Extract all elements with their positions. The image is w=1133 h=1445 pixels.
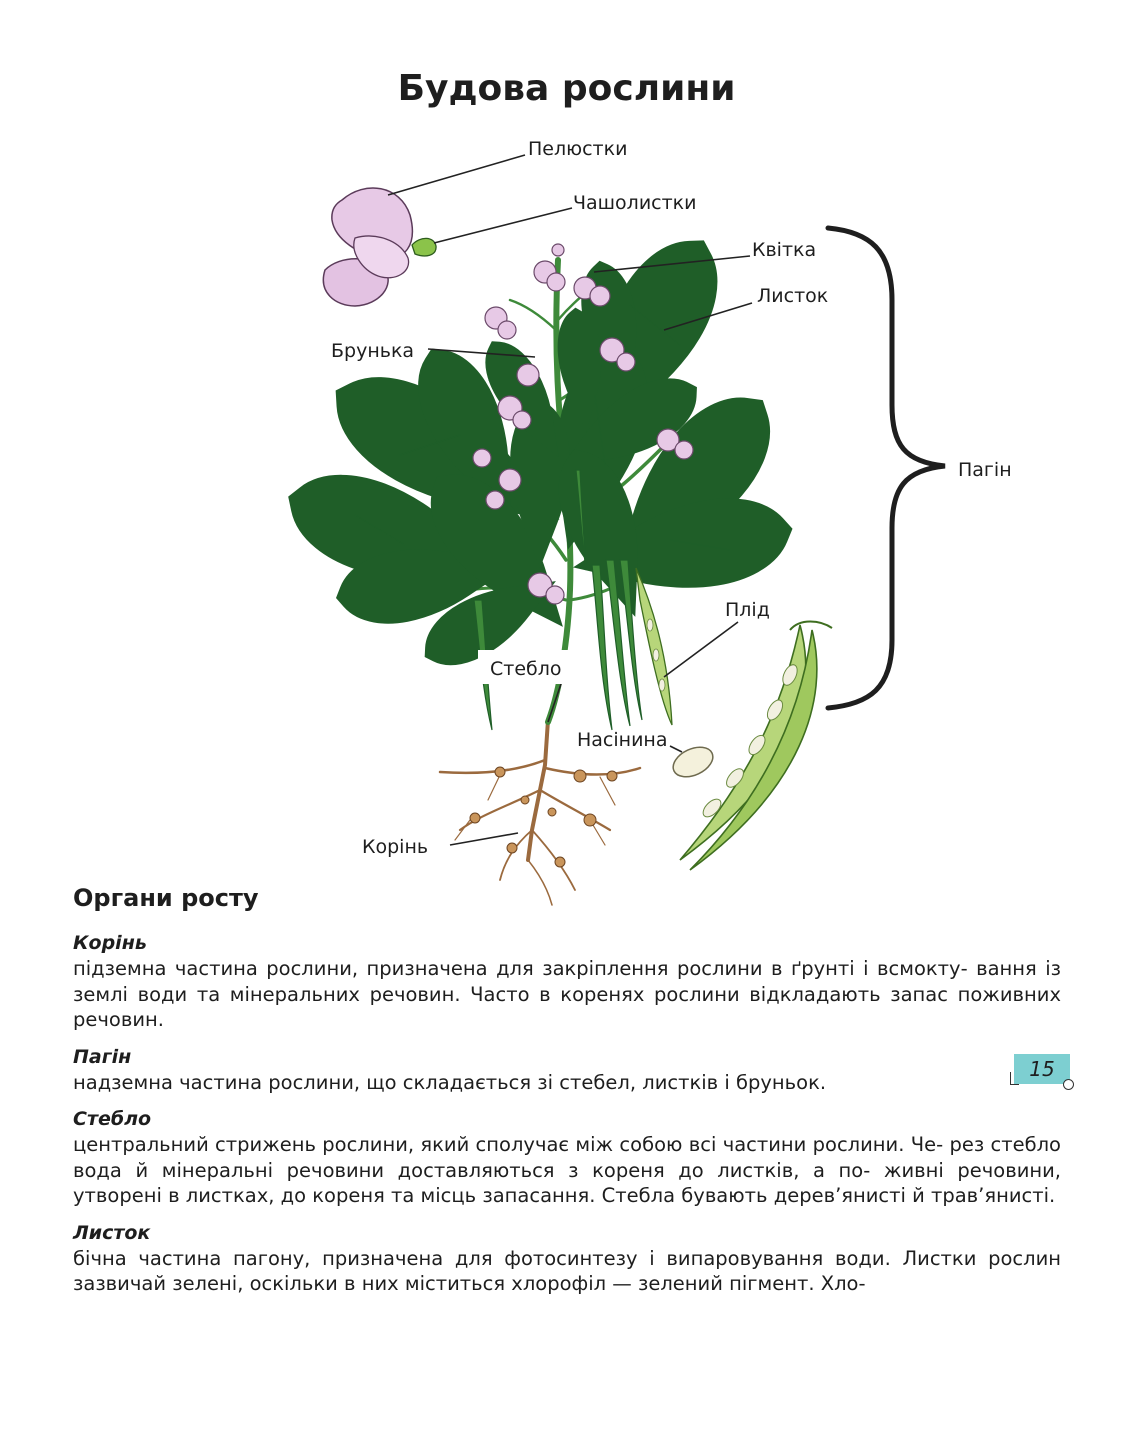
definitions-list bbox=[73, 930, 1061, 1308]
label-petals: Пелюстки bbox=[528, 138, 628, 160]
definition-leaf bbox=[73, 1220, 1061, 1297]
definition-text: підземна частина рослини, призначена для закріплення рослини в ґрунті і всмокту- вання із землі води та мінеральних речовин. Часто в коренях рослини відкладають запас поживних речовин. bbox=[73, 957, 1061, 1031]
definition-text: надземна частина рослини, що складається зі стебел, листків і бруньок. bbox=[73, 1070, 827, 1094]
label-fruit: Плід bbox=[725, 599, 770, 621]
definition-term: Листок bbox=[73, 1221, 151, 1244]
definition-text: центральний стрижень рослини, який сполучає між собою всі частини рослини. Че- рез стебло вода й мінеральні речовини доставляються з кореня до листків, а по- живні речовини, утворені в листках, до кореня та місць запасання. Стебла бувають дерев’янисті й трав’янисті. bbox=[73, 1133, 1061, 1207]
flower-sepal bbox=[412, 238, 436, 256]
plant-structure-diagram bbox=[0, 120, 1133, 910]
label-stem: Стебло bbox=[490, 658, 562, 680]
page-title: Будова рослини bbox=[397, 68, 736, 109]
open-pod-fruit bbox=[680, 622, 832, 871]
open-pod-on-plant bbox=[636, 568, 672, 725]
definition-term: Пагін bbox=[73, 1045, 132, 1068]
definition-term: Стебло bbox=[73, 1108, 152, 1130]
definition-root bbox=[73, 930, 1061, 1033]
page-ring-mark bbox=[1063, 1079, 1074, 1090]
detached-flower bbox=[323, 188, 436, 306]
label-root: Корінь bbox=[362, 836, 429, 858]
label-shoot: Пагін bbox=[958, 459, 1012, 481]
label-seed: Насінина bbox=[577, 729, 668, 751]
section-heading: Органи росту bbox=[73, 884, 259, 912]
seed-illustration bbox=[668, 741, 717, 782]
definition-term: Корінь bbox=[73, 932, 147, 954]
definition-shoot bbox=[73, 1044, 1061, 1096]
label-leaf: Листок bbox=[757, 285, 829, 307]
label-sepals: Чашолистки bbox=[573, 192, 697, 214]
label-flower: Квітка bbox=[752, 239, 817, 261]
definition-text: бічна частина пагону, призначена для фотосинтезу і випаровування води. Листки рослин зазвичай зелені, оскільки в них міститься хлорофіл — зелений пігмент. Хло- bbox=[73, 1246, 1061, 1295]
label-bud: Брунька bbox=[331, 340, 415, 362]
definition-stem bbox=[73, 1106, 1061, 1209]
shoot-bracket bbox=[828, 228, 945, 708]
page-number: 15 bbox=[1014, 1054, 1070, 1084]
